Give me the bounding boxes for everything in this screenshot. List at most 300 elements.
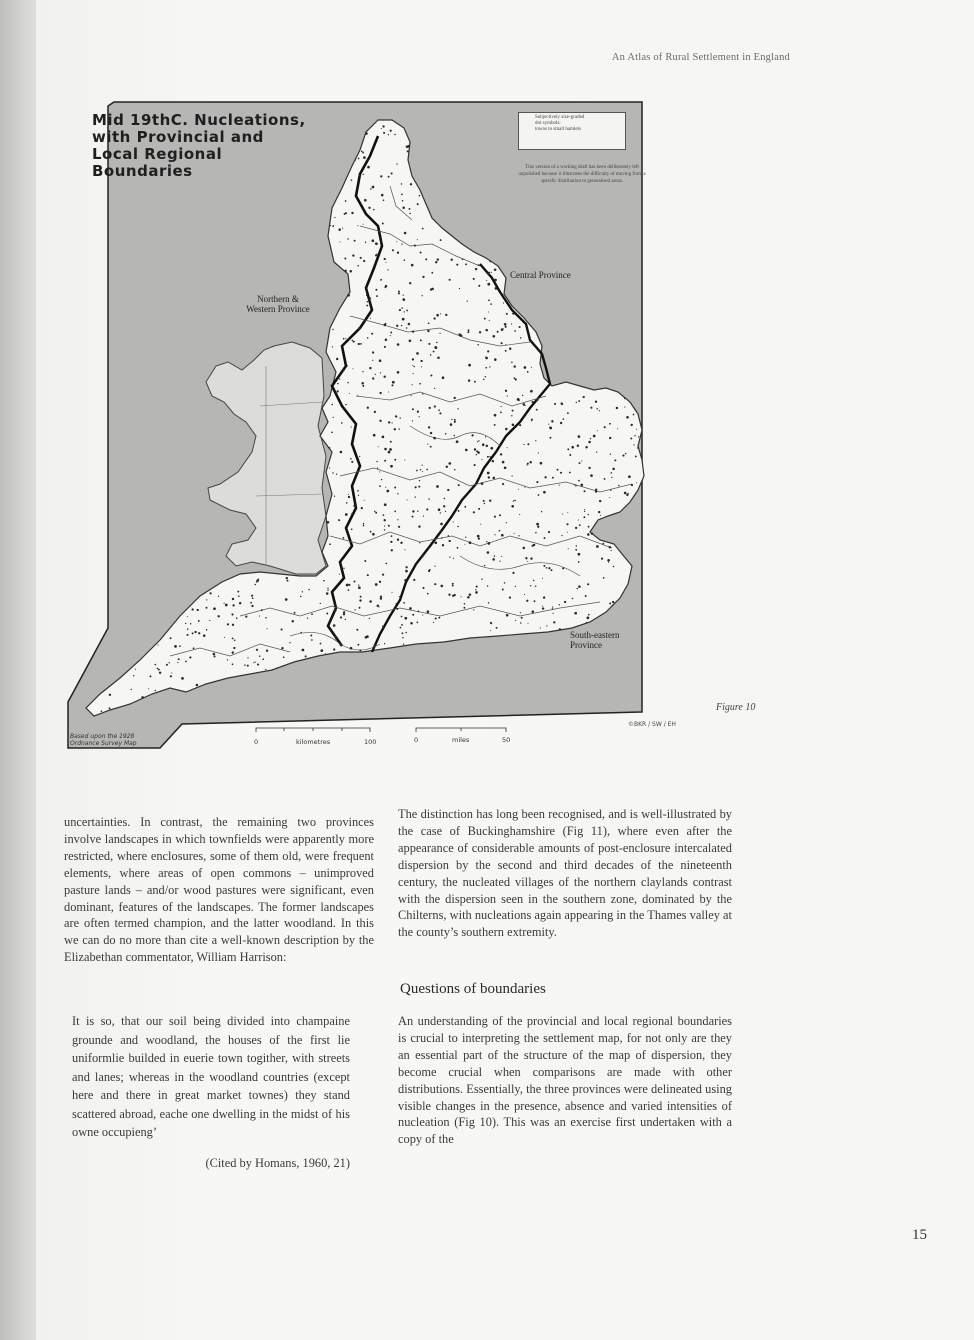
settlement-dot	[412, 408, 414, 410]
settlement-dot	[348, 496, 350, 498]
settlement-dot	[588, 467, 590, 469]
settlement-dot	[434, 405, 436, 407]
settlement-dot	[154, 664, 156, 666]
settlement-dot	[628, 475, 631, 478]
settlement-dot	[379, 471, 380, 472]
settlement-dot	[471, 434, 473, 436]
settlement-dot	[351, 340, 353, 342]
settlement-dot	[458, 484, 460, 486]
settlement-dot	[618, 485, 620, 487]
settlement-dot	[366, 305, 368, 307]
settlement-dot	[421, 464, 422, 465]
running-header: An Atlas of Rural Settlement in England	[611, 52, 790, 63]
settlement-dot	[419, 195, 421, 197]
settlement-dot	[133, 675, 134, 676]
settlement-dot	[365, 241, 366, 242]
settlement-dot	[525, 405, 526, 406]
settlement-dot	[354, 240, 356, 242]
map-legend	[518, 112, 626, 150]
settlement-dot	[527, 443, 529, 445]
province-label-line: Province	[570, 640, 602, 650]
settlement-dot	[504, 323, 507, 326]
settlement-dot	[561, 535, 562, 536]
quote-citation: (Cited by Homans, 1960, 21)	[205, 1156, 350, 1170]
settlement-dot	[449, 279, 451, 281]
settlement-dot	[407, 499, 408, 500]
settlement-dot	[109, 694, 111, 696]
settlement-dot	[406, 146, 407, 147]
settlement-dot	[530, 557, 532, 559]
settlement-dot	[390, 441, 392, 443]
settlement-dot	[468, 364, 471, 367]
settlement-dot	[353, 441, 354, 442]
settlement-dot	[385, 262, 386, 263]
settlement-dot	[179, 645, 181, 647]
settlement-dot	[612, 468, 615, 471]
settlement-dot	[465, 263, 467, 265]
settlement-dot	[506, 614, 509, 617]
settlement-dot	[232, 663, 234, 665]
settlement-dot	[404, 259, 406, 261]
settlement-dot	[375, 263, 376, 264]
settlement-dot	[405, 570, 408, 573]
settlement-dot	[454, 435, 456, 437]
settlement-dot	[418, 486, 420, 488]
settlement-dot	[311, 613, 313, 615]
settlement-dot	[342, 369, 344, 371]
settlement-dot	[437, 258, 439, 260]
settlement-dot	[480, 524, 481, 525]
settlement-dot	[631, 484, 633, 486]
settlement-dot	[596, 408, 598, 410]
settlement-dot	[385, 285, 388, 288]
settlement-dot	[388, 525, 390, 527]
settlement-dot	[252, 597, 254, 599]
settlement-dot	[363, 525, 365, 527]
settlement-dot	[449, 557, 450, 558]
settlement-dot	[404, 549, 405, 550]
settlement-dot	[474, 448, 476, 450]
settlement-dot	[359, 456, 360, 457]
settlement-dot	[447, 489, 449, 491]
settlement-dot	[345, 270, 347, 272]
settlement-dot	[353, 505, 356, 508]
settlement-dot	[402, 207, 405, 210]
settlement-dot	[402, 637, 403, 638]
settlement-dot	[357, 265, 359, 267]
settlement-dot	[382, 625, 384, 627]
settlement-dot	[412, 330, 414, 332]
settlement-dot	[418, 611, 420, 613]
settlement-dot	[617, 428, 618, 429]
settlement-dot	[392, 381, 395, 384]
settlement-dot	[527, 561, 528, 562]
settlement-dot	[487, 456, 489, 458]
settlement-dot	[469, 593, 472, 596]
settlement-dot	[473, 511, 475, 513]
settlement-dot	[534, 600, 536, 602]
settlement-dot	[483, 500, 485, 502]
settlement-dot	[559, 628, 561, 630]
settlement-dot	[504, 466, 507, 469]
settlement-dot	[380, 596, 382, 598]
settlement-dot	[609, 603, 611, 605]
map-title-line: Local Regional	[92, 145, 223, 163]
settlement-dot	[374, 411, 376, 413]
settlement-dot	[475, 268, 477, 270]
settlement-dot	[489, 320, 490, 321]
right-column-paragraph-2: An understanding of the provincial and local regional boundaries is crucial to interpreting the settlement map, for not only are they an essential part of the structure of the map of dispersion, they become crucial when comparisons are made with other distributions. Essentially, the three provinces were delineated using visible changes in the presence, absence and varied intensities of nucleation (Fig 10). This was an exercise first undertaken with a copy of the	[398, 1014, 732, 1147]
settlement-dot	[373, 434, 376, 437]
settlement-dot	[542, 607, 544, 609]
settlement-dot	[484, 503, 485, 504]
scale-miles-end: 50	[502, 736, 511, 744]
settlement-dot	[343, 338, 345, 340]
settlement-dot	[511, 323, 512, 324]
settlement-dot	[416, 622, 418, 624]
settlement-dot	[422, 587, 424, 589]
settlement-dot	[520, 622, 521, 623]
settlement-dot	[349, 393, 350, 394]
settlement-dot	[411, 264, 414, 267]
settlement-dot	[609, 546, 611, 548]
settlement-dot	[384, 258, 386, 260]
settlement-dot	[384, 525, 385, 526]
settlement-dot	[358, 343, 360, 345]
settlement-dot	[477, 451, 480, 454]
settlement-dot	[587, 514, 588, 515]
settlement-dot	[233, 647, 235, 649]
settlement-dot	[481, 482, 484, 485]
settlement-dot	[575, 549, 577, 551]
settlement-dot	[256, 649, 258, 651]
settlement-dot	[572, 598, 574, 600]
settlement-dot	[626, 494, 628, 496]
settlement-dot	[453, 522, 454, 523]
settlement-dot	[374, 644, 376, 646]
settlement-dot	[225, 604, 228, 607]
settlement-dot	[348, 494, 349, 495]
settlement-dot	[342, 537, 344, 539]
settlement-dot	[624, 492, 627, 495]
settlement-dot	[369, 618, 370, 619]
settlement-dot	[578, 435, 581, 438]
settlement-dot	[497, 331, 499, 333]
settlement-dot	[406, 310, 408, 312]
settlement-dot	[337, 390, 339, 392]
settlement-dot	[576, 402, 577, 403]
settlement-dot	[286, 577, 288, 579]
settlement-dot	[438, 617, 440, 619]
settlement-dot	[511, 361, 512, 362]
settlement-dot	[612, 605, 614, 607]
settlement-dot	[462, 258, 464, 260]
settlement-dot	[130, 689, 131, 690]
settlement-dot	[416, 470, 418, 472]
settlement-dot	[494, 516, 496, 518]
settlement-dot	[542, 578, 543, 579]
settlement-dot	[509, 596, 511, 598]
settlement-dot	[422, 228, 424, 230]
map-source-note	[70, 733, 170, 747]
settlement-dot	[464, 544, 465, 545]
settlement-dot	[636, 482, 637, 483]
settlement-dot	[419, 542, 420, 543]
settlement-dot	[490, 447, 493, 450]
settlement-map	[60, 96, 700, 756]
settlement-dot	[347, 382, 349, 384]
settlement-dot	[633, 444, 634, 445]
province-label-line: South-eastern	[570, 630, 620, 640]
settlement-dot	[385, 339, 388, 342]
settlement-dot	[398, 290, 400, 292]
settlement-dot	[520, 612, 521, 613]
settlement-dot	[364, 500, 365, 501]
scale-km-end: 100	[364, 738, 377, 746]
settlement-dot	[400, 417, 401, 418]
settlement-dot	[574, 612, 577, 615]
settlement-dot	[429, 407, 431, 409]
settlement-dot	[410, 183, 412, 185]
settlement-dot	[402, 200, 404, 202]
settlement-dot	[359, 607, 361, 609]
settlement-dot	[492, 558, 495, 561]
settlement-dot	[413, 579, 415, 581]
settlement-dot	[624, 398, 625, 399]
settlement-dot	[385, 563, 387, 565]
section-heading: Questions of boundaries	[400, 981, 546, 997]
settlement-dot	[396, 241, 397, 242]
settlement-dot	[390, 335, 391, 336]
settlement-dot	[392, 249, 394, 251]
settlement-dot	[440, 313, 441, 314]
settlement-dot	[237, 591, 239, 593]
settlement-dot	[603, 577, 605, 579]
settlement-dot	[383, 132, 385, 134]
settlement-dot	[553, 621, 555, 623]
settlement-dot	[325, 653, 326, 654]
settlement-dot	[438, 508, 441, 511]
settlement-dot	[375, 242, 378, 245]
settlement-dot	[397, 371, 400, 374]
settlement-dot	[558, 604, 559, 605]
settlement-dot	[535, 440, 536, 441]
settlement-dot	[577, 588, 578, 589]
settlement-dot	[433, 622, 434, 623]
settlement-dot	[198, 632, 200, 634]
settlement-dot	[372, 533, 375, 536]
settlement-dot	[537, 526, 539, 528]
settlement-dot	[414, 486, 416, 488]
settlement-dot	[443, 505, 445, 507]
settlement-dot	[524, 594, 525, 595]
settlement-dot	[507, 395, 508, 396]
settlement-dot	[404, 311, 405, 312]
settlement-dot	[404, 579, 406, 581]
settlement-dot	[302, 649, 305, 652]
settlement-dot	[587, 617, 590, 620]
settlement-dot	[530, 585, 531, 586]
settlement-dot	[501, 342, 503, 344]
settlement-dot	[333, 648, 335, 650]
settlement-dot	[485, 436, 486, 437]
settlement-dot	[417, 410, 419, 412]
settlement-dot	[449, 540, 451, 542]
settlement-dot	[503, 302, 504, 303]
settlement-dot	[166, 664, 168, 666]
settlement-dot	[261, 609, 263, 611]
settlement-dot	[588, 526, 590, 528]
settlement-dot	[566, 523, 568, 525]
settlement-dot	[390, 130, 392, 132]
settlement-dot	[531, 367, 532, 368]
settlement-dot	[254, 661, 255, 662]
settlement-dot	[383, 324, 386, 327]
settlement-dot	[514, 330, 516, 332]
settlement-dot	[232, 651, 234, 653]
settlement-dot	[421, 366, 422, 367]
settlement-dot	[451, 419, 452, 420]
map-title	[92, 112, 332, 180]
settlement-dot	[488, 602, 489, 603]
settlement-dot	[419, 383, 421, 385]
settlement-dot	[363, 224, 364, 225]
settlement-dot	[380, 372, 381, 373]
settlement-dot	[485, 376, 487, 378]
settlement-dot	[250, 602, 252, 604]
settlement-dot	[177, 662, 178, 663]
settlement-dot	[351, 461, 353, 463]
settlement-dot	[254, 584, 256, 586]
settlement-dot	[423, 516, 424, 517]
settlement-dot	[428, 343, 430, 345]
settlement-dot	[339, 241, 340, 242]
settlement-dot	[431, 288, 434, 291]
settlement-dot	[464, 506, 466, 508]
settlement-dot	[512, 572, 514, 574]
settlement-dot	[338, 228, 341, 231]
settlement-dot	[193, 647, 195, 649]
settlement-dot	[581, 461, 582, 462]
settlement-dot	[357, 644, 359, 646]
settlement-dot	[499, 530, 501, 532]
settlement-dot	[419, 480, 420, 481]
settlement-dot	[388, 451, 391, 454]
settlement-dot	[370, 318, 371, 319]
settlement-dot	[256, 581, 258, 583]
settlement-dot	[527, 371, 529, 373]
settlement-dot	[519, 514, 520, 515]
settlement-dot	[494, 414, 497, 417]
settlement-dot	[348, 584, 350, 586]
settlement-dot	[361, 507, 363, 509]
settlement-dot	[491, 272, 492, 273]
settlement-dot	[501, 534, 504, 537]
settlement-dot	[370, 531, 372, 533]
settlement-dot	[351, 212, 353, 214]
settlement-dot	[590, 407, 592, 409]
settlement-dot	[454, 421, 456, 423]
settlement-dot	[417, 510, 418, 511]
settlement-dot	[485, 357, 486, 358]
settlement-dot	[366, 291, 367, 292]
settlement-dot	[505, 326, 507, 328]
settlement-dot	[417, 239, 418, 240]
settlement-dot	[391, 535, 393, 537]
settlement-dot	[486, 280, 487, 281]
settlement-dot	[440, 585, 443, 588]
page-number: 15	[912, 1227, 927, 1243]
settlement-dot	[332, 329, 333, 330]
settlement-dot	[399, 428, 400, 429]
settlement-dot	[591, 533, 593, 535]
settlement-dot	[394, 459, 396, 461]
settlement-dot	[206, 607, 208, 609]
settlement-dot	[431, 272, 433, 274]
settlement-dot	[595, 401, 597, 403]
settlement-dot	[439, 412, 441, 414]
settlement-dot	[637, 447, 638, 448]
settlement-dot	[473, 278, 475, 280]
settlement-dot	[342, 228, 343, 229]
settlement-dot	[178, 658, 180, 660]
settlement-dot	[323, 580, 325, 582]
settlement-dot	[227, 659, 228, 660]
settlement-dot	[544, 537, 546, 539]
settlement-dot	[488, 299, 490, 301]
settlement-dot	[346, 502, 348, 504]
settlement-dot	[505, 390, 507, 392]
settlement-dot	[435, 542, 438, 545]
settlement-dot	[341, 422, 343, 424]
settlement-dot	[396, 416, 397, 417]
settlement-dot	[388, 134, 389, 135]
settlement-dot	[412, 516, 414, 518]
settlement-dot	[456, 264, 458, 266]
settlement-dot	[346, 584, 349, 587]
settlement-dot	[364, 560, 366, 562]
settlement-dot	[333, 624, 336, 627]
settlement-dot	[597, 430, 598, 431]
map-note: This version of a working draft has been deliberately left unpolished because it illustrates the difficulty of moving from a specific distribution to generalised areas.	[518, 165, 646, 184]
settlement-dot	[569, 454, 571, 456]
settlement-dot	[375, 254, 377, 256]
settlement-dot	[427, 330, 429, 332]
settlement-dot	[440, 523, 443, 526]
settlement-dot	[489, 456, 490, 457]
settlement-dot	[259, 616, 260, 617]
settlement-dot	[506, 522, 507, 523]
settlement-dot	[569, 472, 571, 474]
settlement-dot	[391, 549, 393, 551]
settlement-dot	[157, 668, 159, 670]
settlement-dot	[367, 166, 370, 169]
settlement-dot	[458, 510, 460, 512]
settlement-dot	[394, 428, 396, 430]
settlement-dot	[488, 311, 489, 312]
settlement-dot	[379, 359, 382, 362]
settlement-dot	[339, 574, 340, 575]
settlement-dot	[289, 642, 290, 643]
settlement-dot	[412, 358, 414, 360]
settlement-dot	[511, 505, 514, 508]
settlement-dot	[446, 466, 448, 468]
settlement-dot	[584, 490, 586, 492]
settlement-dot	[148, 688, 149, 689]
settlement-dot	[191, 608, 193, 610]
settlement-dot	[196, 684, 199, 687]
settlement-dot	[213, 607, 216, 610]
